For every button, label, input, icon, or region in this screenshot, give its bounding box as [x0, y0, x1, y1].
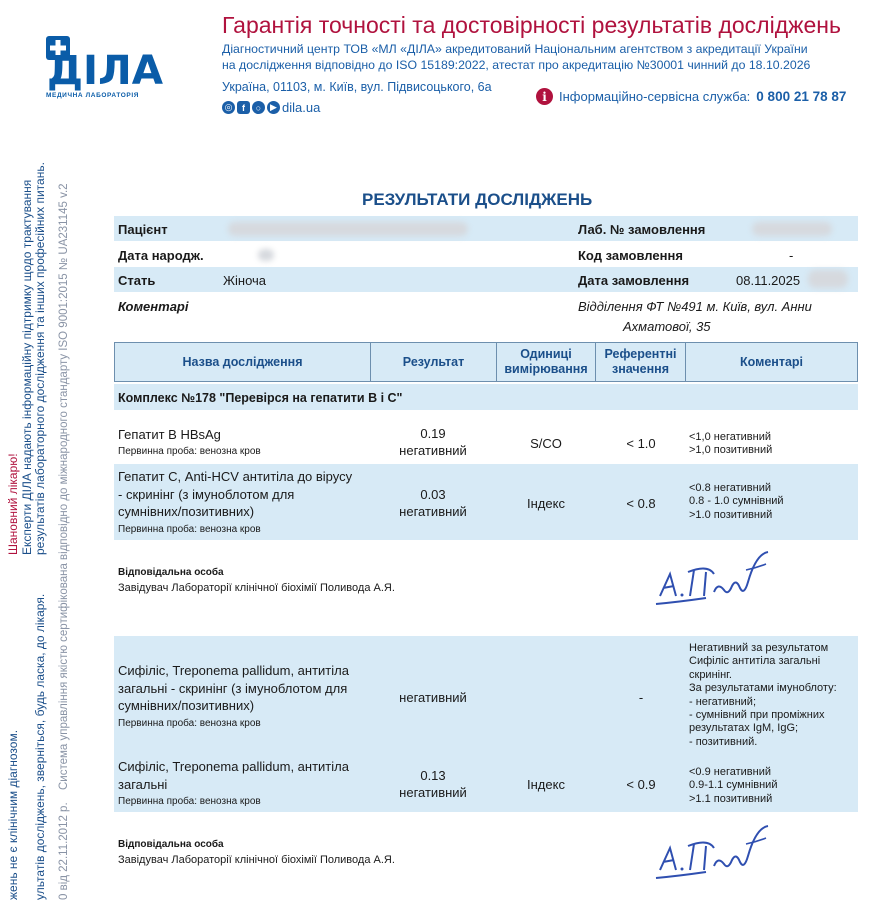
- sample-type: Первинна проба: венозна кров: [118, 796, 261, 807]
- department-line-2: Ахматової, 35: [623, 319, 711, 334]
- service-line: [536, 88, 846, 105]
- order-date-value: 08.11.2025: [736, 273, 801, 288]
- service-phone[interactable]: 0 800 21 78 87: [756, 89, 847, 104]
- test-name: Сифіліс, Treponema pallidum, антитіла загальні - скринінг (з імуноблотом для сумнівних/позитивних): [118, 663, 349, 713]
- side-note-patient-line-2: ультатів досліджень, зверніться, будь ласка, до лікаря.: [33, 593, 47, 900]
- accreditation-line-2: на дослідження відповідно до ISO 15189:2022, атестат про акредитацію №30001 чинний до 18.10.2026: [222, 58, 811, 72]
- unit-cell: Індекс: [527, 777, 565, 792]
- test-name: Гепатит С, Anti-HCV антитіла до вірусу - скринінг (з імуноблотом для сумнівних/позитивних): [118, 469, 353, 519]
- test-name: Сифіліс, Treponema pallidum, антитіла загальні: [118, 759, 349, 792]
- info-icon: i: [536, 88, 553, 105]
- side-note-doctor-line-2: результатів лабораторного дослідження та інших професійних питань.: [33, 162, 47, 555]
- result-cell: 0.13 негативний: [399, 768, 467, 800]
- order-time-redacted: [808, 270, 848, 288]
- lab-order-label: Лаб. № замовлення: [578, 222, 706, 237]
- comments-label: Коментарі: [118, 299, 189, 314]
- column-header-comments: Коментарі: [685, 342, 858, 382]
- unit-cell: S/CO: [530, 436, 562, 451]
- report-title: РЕЗУЛЬТАТИ ДОСЛІДЖЕНЬ: [362, 190, 593, 209]
- responsible-label: Відповідальна особа: [118, 567, 224, 578]
- table-row: [114, 420, 858, 464]
- youtube-icon[interactable]: ▶: [267, 101, 280, 114]
- column-header-units: Одиниці вимірювання: [496, 342, 596, 382]
- result-cell: негативний: [399, 690, 467, 705]
- accreditation-line-1: Діагностичний центр ТОВ «МЛ «ДІЛА» акредитований Національним агентством з акредитації України: [222, 42, 808, 56]
- table-row: [114, 464, 858, 540]
- order-date-label: Дата замовлення: [578, 273, 690, 288]
- signature: [648, 548, 778, 610]
- result-cell: 0.03 негативний: [399, 487, 467, 519]
- sex-label: Стать: [118, 273, 156, 288]
- side-note-iso-date: 0 від 22.11.2012 р.: [58, 802, 70, 900]
- reference-cell: < 1.0: [626, 436, 656, 451]
- comment-cell: <0.9 негативний 0.9-1.1 сумнівний >1.1 позитивний: [689, 766, 778, 805]
- birth-date-redacted: [258, 249, 274, 261]
- table-row: [114, 756, 858, 812]
- facebook-icon[interactable]: f: [237, 101, 250, 114]
- comment-cell: Негативний за результатом Сифіліс антитіла загальні скринінг. За результатами імуноблоту: - негативний; - сумнівний при проміжних результатах IgM, IgG; - позитивний.: [689, 642, 837, 748]
- logo-subtitle: МЕДИЧНА ЛАБОРАТОРІЯ: [46, 92, 140, 99]
- lab-order-redacted: [752, 222, 832, 236]
- table-row: [114, 636, 858, 756]
- comment-cell: <0.8 негативний 0.8 - 1.0 сумнівний >1.0 позитивний: [689, 482, 784, 521]
- responsible-label: Відповідальна особа: [118, 839, 224, 850]
- sample-type: Первинна проба: венозна кров: [118, 524, 261, 535]
- website-link[interactable]: dila.ua: [282, 100, 321, 115]
- test-name: Гепатит В HBsAg: [118, 427, 221, 442]
- complex-title: Комплекс №178 "Перевірся на гепатити В і С": [118, 391, 403, 405]
- sex-value: Жіноча: [223, 273, 267, 288]
- reference-cell: < 0.9: [626, 777, 656, 792]
- sample-type: Первинна проба: венозна кров: [118, 718, 261, 729]
- reference-cell: -: [638, 690, 644, 705]
- order-code-value: -: [789, 248, 794, 263]
- column-header-reference: Референтні значення: [595, 342, 686, 382]
- header-title: Гарантія точності та достовірності результатів досліджень: [222, 12, 841, 38]
- birth-date-label: Дата народж.: [118, 248, 204, 263]
- reference-cell: < 0.8: [626, 496, 656, 511]
- order-code-label: Код замовлення: [578, 248, 683, 263]
- social-links: [222, 100, 320, 115]
- side-note-patient-line-1: жень не є клінічним діагнозом.: [6, 729, 20, 900]
- column-header-name: Назва дослідження: [114, 342, 371, 382]
- instagram-icon[interactable]: ○: [252, 101, 265, 114]
- result-cell: 0.19 негативний: [399, 426, 467, 458]
- service-label: Інформаційно-сервісна служба:: [559, 89, 751, 104]
- sample-type: Первинна проба: венозна кров: [118, 446, 261, 457]
- signature: [648, 822, 778, 884]
- unit-cell: Індекс: [527, 496, 565, 511]
- comment-cell: <1,0 негативний >1,0 позитивний: [689, 431, 773, 457]
- column-header-result: Результат: [370, 342, 497, 382]
- lab-address: Україна, 01103, м. Київ, вул. Підвисоцького, 6а: [222, 80, 492, 94]
- side-note-doctor-title: Шановний лікарю!: [6, 453, 20, 555]
- logo-text: ДІЛА: [47, 48, 164, 94]
- side-note-iso: Система управління якістю сертифікована відповідно до міжнародного стандарту ISO 9001:2015 № UA231145 v.2: [58, 183, 70, 790]
- patient-name-redacted: [228, 222, 468, 236]
- patient-label: Пацієнт: [118, 222, 168, 237]
- responsible-name: Завідувач Лабораторії клінічної біохімії Поливода А.Я.: [118, 582, 395, 594]
- globe-icon[interactable]: ◎: [222, 101, 235, 114]
- responsible-name: Завідувач Лабораторії клінічної біохімії Поливода А.Я.: [118, 854, 395, 866]
- department-line-1: Відділення ФТ №491 м. Київ, вул. Анни: [578, 299, 812, 314]
- patient-info-band: [114, 216, 858, 241]
- side-note-doctor-line-1: Експерти ДІЛА надають інформаційну підтримку щодо трактування: [20, 179, 34, 555]
